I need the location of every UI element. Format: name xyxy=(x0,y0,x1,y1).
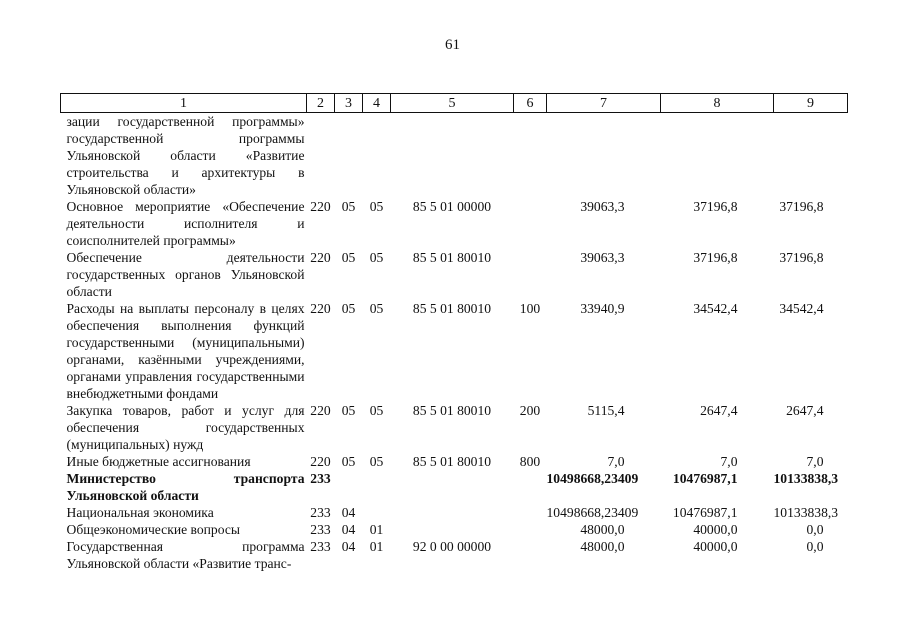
row-value-cell-c4: 05 xyxy=(369,199,384,214)
row-name-cell: Закупка товаров, работ и услуг для обеспечения государственных (муниципальных) нужд xyxy=(66,403,305,452)
row-value-cell-c3: 05 xyxy=(341,454,356,469)
row-value-cell-c9: 0,0 xyxy=(806,539,824,554)
row-value-cell-c2 xyxy=(307,113,335,199)
row-value-cell-c4: 05 xyxy=(369,250,384,265)
row-value-cell-c8: 40000,0 xyxy=(693,522,738,537)
column-header: 7 xyxy=(547,94,661,113)
row-value-cell-c5: 85 5 01 00000 xyxy=(412,199,492,214)
row-value-cell-c6 xyxy=(514,249,547,300)
row-value-cell-c6 xyxy=(514,113,547,199)
row-value-cell-c9: 34542,4 xyxy=(779,301,824,316)
row-value-cell-c3: 04 xyxy=(341,539,356,554)
row-value-cell-c9: 37196,8 xyxy=(779,199,824,214)
row-value-cell-c4: 01 xyxy=(369,539,384,554)
row-value-cell-c5: 85 5 01 80010 xyxy=(412,301,492,316)
row-name-cell: Национальная экономика xyxy=(66,505,214,520)
row-value-cell-c8: 37196,8 xyxy=(693,199,738,214)
table-row xyxy=(61,249,848,300)
row-value-cell-c9: 10133838,3 xyxy=(773,471,839,486)
row-value-cell-c4: 05 xyxy=(369,301,384,316)
row-value-cell-c9 xyxy=(774,113,848,199)
row-value-cell-c2: 220 xyxy=(310,301,331,316)
table-row xyxy=(61,300,848,402)
row-value-cell-c4 xyxy=(363,113,391,199)
row-value-cell-c2: 220 xyxy=(310,250,331,265)
row-value-cell-c5 xyxy=(391,113,514,199)
row-value-cell-c3: 04 xyxy=(341,522,356,537)
row-name-cell: Основное мероприятие «Обеспечение деятельности исполнителя и соисполнителей программы» xyxy=(66,199,305,248)
table-row xyxy=(61,470,848,504)
row-value-cell-c4 xyxy=(363,504,391,521)
row-value-cell-c9: 0,0 xyxy=(806,522,824,537)
row-value-cell-c6 xyxy=(514,538,547,572)
row-value-cell-c5: 85 5 01 80010 xyxy=(412,454,492,469)
table-row xyxy=(61,198,848,249)
table-body xyxy=(61,113,848,573)
row-value-cell-c7: 10498668,23409 xyxy=(546,471,639,486)
row-value-cell-c9: 10133838,3 xyxy=(773,505,839,520)
row-value-cell-c4: 01 xyxy=(369,522,384,537)
row-name-cell: Расходы на выплаты персоналу в целях обеспечения выполнения функций государственными (муниципальными) органами, казёнными учреждениями, органами управления государственными внебюджетными фондами xyxy=(66,301,305,401)
row-value-cell-c4: 05 xyxy=(369,403,384,418)
row-value-cell-c7: 7,0 xyxy=(607,454,625,469)
row-value-cell-c8: 10476987,1 xyxy=(672,471,738,486)
row-value-cell-c8: 34542,4 xyxy=(693,301,738,316)
row-value-cell-c6 xyxy=(514,470,547,504)
row-value-cell-c7: 48000,0 xyxy=(580,539,625,554)
row-value-cell-c3: 04 xyxy=(341,505,356,520)
row-value-cell-c6 xyxy=(514,504,547,521)
row-value-cell-c3: 05 xyxy=(341,250,356,265)
row-value-cell-c3: 05 xyxy=(341,199,356,214)
column-header: 5 xyxy=(391,94,514,113)
row-value-cell-c5: 92 0 00 00000 xyxy=(412,539,492,554)
row-value-cell-c7: 5115,4 xyxy=(587,403,625,418)
row-value-cell-c5: 85 5 01 80010 xyxy=(412,250,492,265)
row-value-cell-c7 xyxy=(547,113,661,199)
page-number: 61 xyxy=(445,37,460,53)
row-value-cell-c6 xyxy=(514,198,547,249)
row-value-cell-c7: 39063,3 xyxy=(580,250,625,265)
row-value-cell-c2: 220 xyxy=(310,199,331,214)
table-row xyxy=(61,113,848,199)
table-row xyxy=(61,453,848,470)
column-header: 8 xyxy=(661,94,774,113)
row-value-cell-c5 xyxy=(391,521,514,538)
row-value-cell-c2: 233 xyxy=(310,505,331,520)
row-value-cell-c8: 2647,4 xyxy=(700,403,738,418)
row-value-cell-c2: 233 xyxy=(310,471,331,486)
row-value-cell-c7: 48000,0 xyxy=(580,522,625,537)
row-value-cell-c6: 200 xyxy=(519,403,541,418)
row-value-cell-c6: 100 xyxy=(519,301,541,316)
row-value-cell-c6: 800 xyxy=(519,454,541,469)
row-value-cell-c8 xyxy=(661,113,774,199)
column-number-header xyxy=(61,94,848,113)
table-row xyxy=(61,538,848,572)
column-header: 9 xyxy=(774,94,848,113)
row-name-cell: Государственная программа Ульяновской области «Развитие транс- xyxy=(66,539,305,571)
row-value-cell-c7: 39063,3 xyxy=(580,199,625,214)
row-value-cell-c3: 05 xyxy=(341,301,356,316)
table-row xyxy=(61,504,848,521)
column-header: 6 xyxy=(514,94,547,113)
row-value-cell-c4: 05 xyxy=(369,454,384,469)
row-value-cell-c2: 233 xyxy=(310,522,331,537)
row-name-cell: зации государственной программы» государственной программы Ульяновской области «Развитие строительства и архитектуры в Ульяновской области» xyxy=(66,114,305,197)
row-value-cell-c3 xyxy=(335,113,363,199)
row-value-cell-c7: 10498668,23409 xyxy=(546,505,639,520)
row-value-cell-c3 xyxy=(335,470,363,504)
row-value-cell-c8: 10476987,1 xyxy=(672,505,738,520)
row-name-cell: Иные бюджетные ассигнования xyxy=(66,454,251,469)
column-header: 2 xyxy=(307,94,335,113)
column-header: 3 xyxy=(335,94,363,113)
row-value-cell-c5 xyxy=(391,470,514,504)
row-value-cell-c4 xyxy=(363,470,391,504)
row-value-cell-c2: 220 xyxy=(310,403,331,418)
row-value-cell-c8: 40000,0 xyxy=(693,539,738,554)
row-value-cell-c8: 7,0 xyxy=(720,454,738,469)
row-value-cell-c3: 05 xyxy=(341,403,356,418)
row-value-cell-c2: 233 xyxy=(310,539,331,554)
budget-table xyxy=(60,93,848,572)
row-value-cell-c5 xyxy=(391,504,514,521)
row-value-cell-c5: 85 5 01 80010 xyxy=(412,403,492,418)
row-value-cell-c9: 7,0 xyxy=(806,454,824,469)
row-value-cell-c7: 33940,9 xyxy=(580,301,625,316)
row-value-cell-c9: 37196,8 xyxy=(779,250,824,265)
table-row xyxy=(61,521,848,538)
table-row xyxy=(61,402,848,453)
row-value-cell-c9: 2647,4 xyxy=(786,403,824,418)
row-value-cell-c2: 220 xyxy=(310,454,331,469)
row-value-cell-c6 xyxy=(514,521,547,538)
row-name-cell: Министерство транспорта Ульяновской области xyxy=(66,471,305,503)
row-name-cell: Общеэкономические вопросы xyxy=(66,522,241,537)
row-name-cell: Обеспечение деятельности государственных органов Ульяновской области xyxy=(66,250,305,299)
column-header: 1 xyxy=(61,94,307,113)
column-header: 4 xyxy=(363,94,391,113)
row-value-cell-c8: 37196,8 xyxy=(693,250,738,265)
